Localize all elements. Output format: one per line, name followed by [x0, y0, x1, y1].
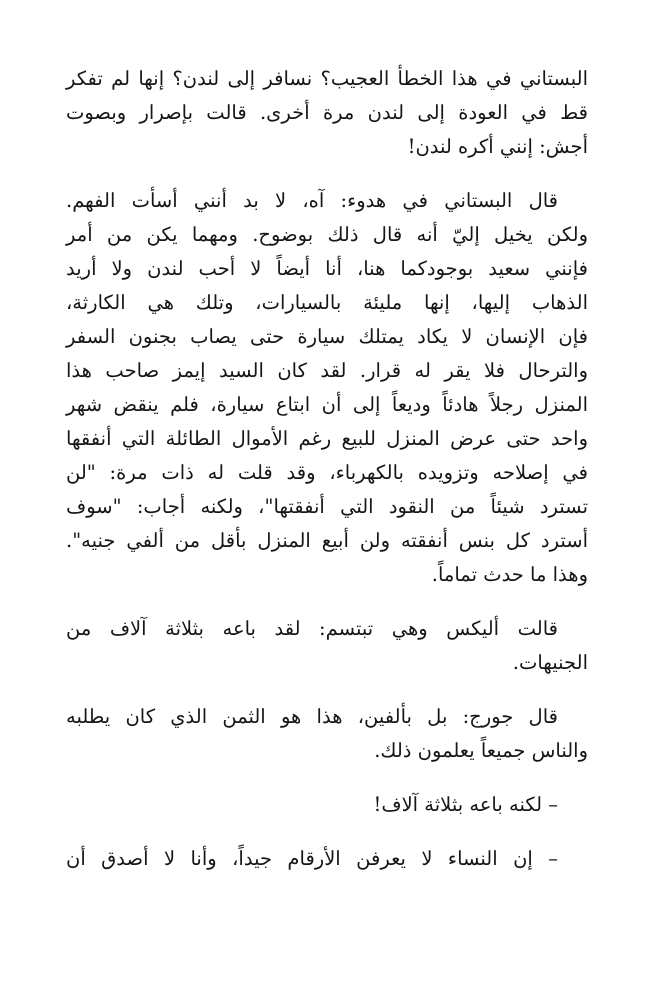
text-line: قال جورج: بل بألفين، هذا هو الثمن الذي كان يطلبه — [66, 705, 558, 728]
paragraph — [66, 184, 588, 592]
book-page — [66, 62, 588, 896]
text-line: والترحال فلا يقر له قرار. لقد كان السيد إيمز صاحب هذا — [66, 359, 588, 382]
text-line: – إن النساء لا يعرفن الأرقام جيداً، وأنا لا أصدق أن — [66, 847, 558, 870]
text-line: أجش: إنني أكره لندن! — [407, 135, 588, 158]
dialogue-line — [66, 788, 588, 822]
text-line: أسترد كل بنس أنفقته ولن أبيع المنزل بأقل من ألفي جنيه". — [66, 529, 588, 552]
text-line: واحد حتى عرض المنزل للبيع رغم الأموال الطائلة التي أنفقها — [66, 427, 588, 450]
text-line: البستاني في هذا الخطأ العجيب؟ نسافر إلى لندن؟ إنها لم تفكر — [66, 67, 588, 90]
text-line: المنزل رجلاً هادئاً وديعاً إلى أن ابتاع سيارة، فلم ينقض شهر — [66, 393, 588, 416]
text-line: قالت أليكس وهي تبتسم: لقد باعه بثلاثة آلاف من — [66, 617, 558, 640]
text-line: والناس جميعاً يعلمون ذلك. — [374, 739, 588, 762]
dialogue-line — [66, 842, 588, 876]
text-line: فإنني سعيد بوجودكما هنا، أنا أيضاً لا أحب لندن ولا أريد — [66, 257, 588, 280]
text-line: وهذا ما حدث تماماً. — [431, 563, 588, 586]
text-line: – لكنه باعه بثلاثة آلاف! — [373, 793, 558, 816]
text-line: فإن الإنسان لا يكاد يمتلك سيارة حتى يصاب بجنون السفر — [66, 325, 588, 348]
text-line: ولكن يخيل إليّ أنه قال ذلك بوضوح. ومهما يكن من أمر — [66, 223, 588, 246]
text-line: قال البستاني في هدوء: آه، لا بد أنني أسأت الفهم. — [66, 189, 558, 212]
text-line: في إصلاحه وتزويده بالكهرباء، وقد قلت له ذات مرة: "لن — [66, 461, 588, 484]
text-line: الجنيهات. — [512, 651, 588, 674]
text-line: الذهاب إليها، إنها مليئة بالسيارات، وتلك هي الكارثة، — [66, 291, 588, 314]
paragraph — [66, 700, 588, 768]
paragraph — [66, 62, 588, 164]
text-line: تسترد شيئاً من النقود التي أنفقتها"، ولكنه أجاب: "سوف — [66, 495, 588, 518]
paragraph — [66, 612, 588, 680]
text-line: قط في العودة إلى لندن مرة أخرى. قالت بإصرار وبصوت — [66, 101, 588, 124]
